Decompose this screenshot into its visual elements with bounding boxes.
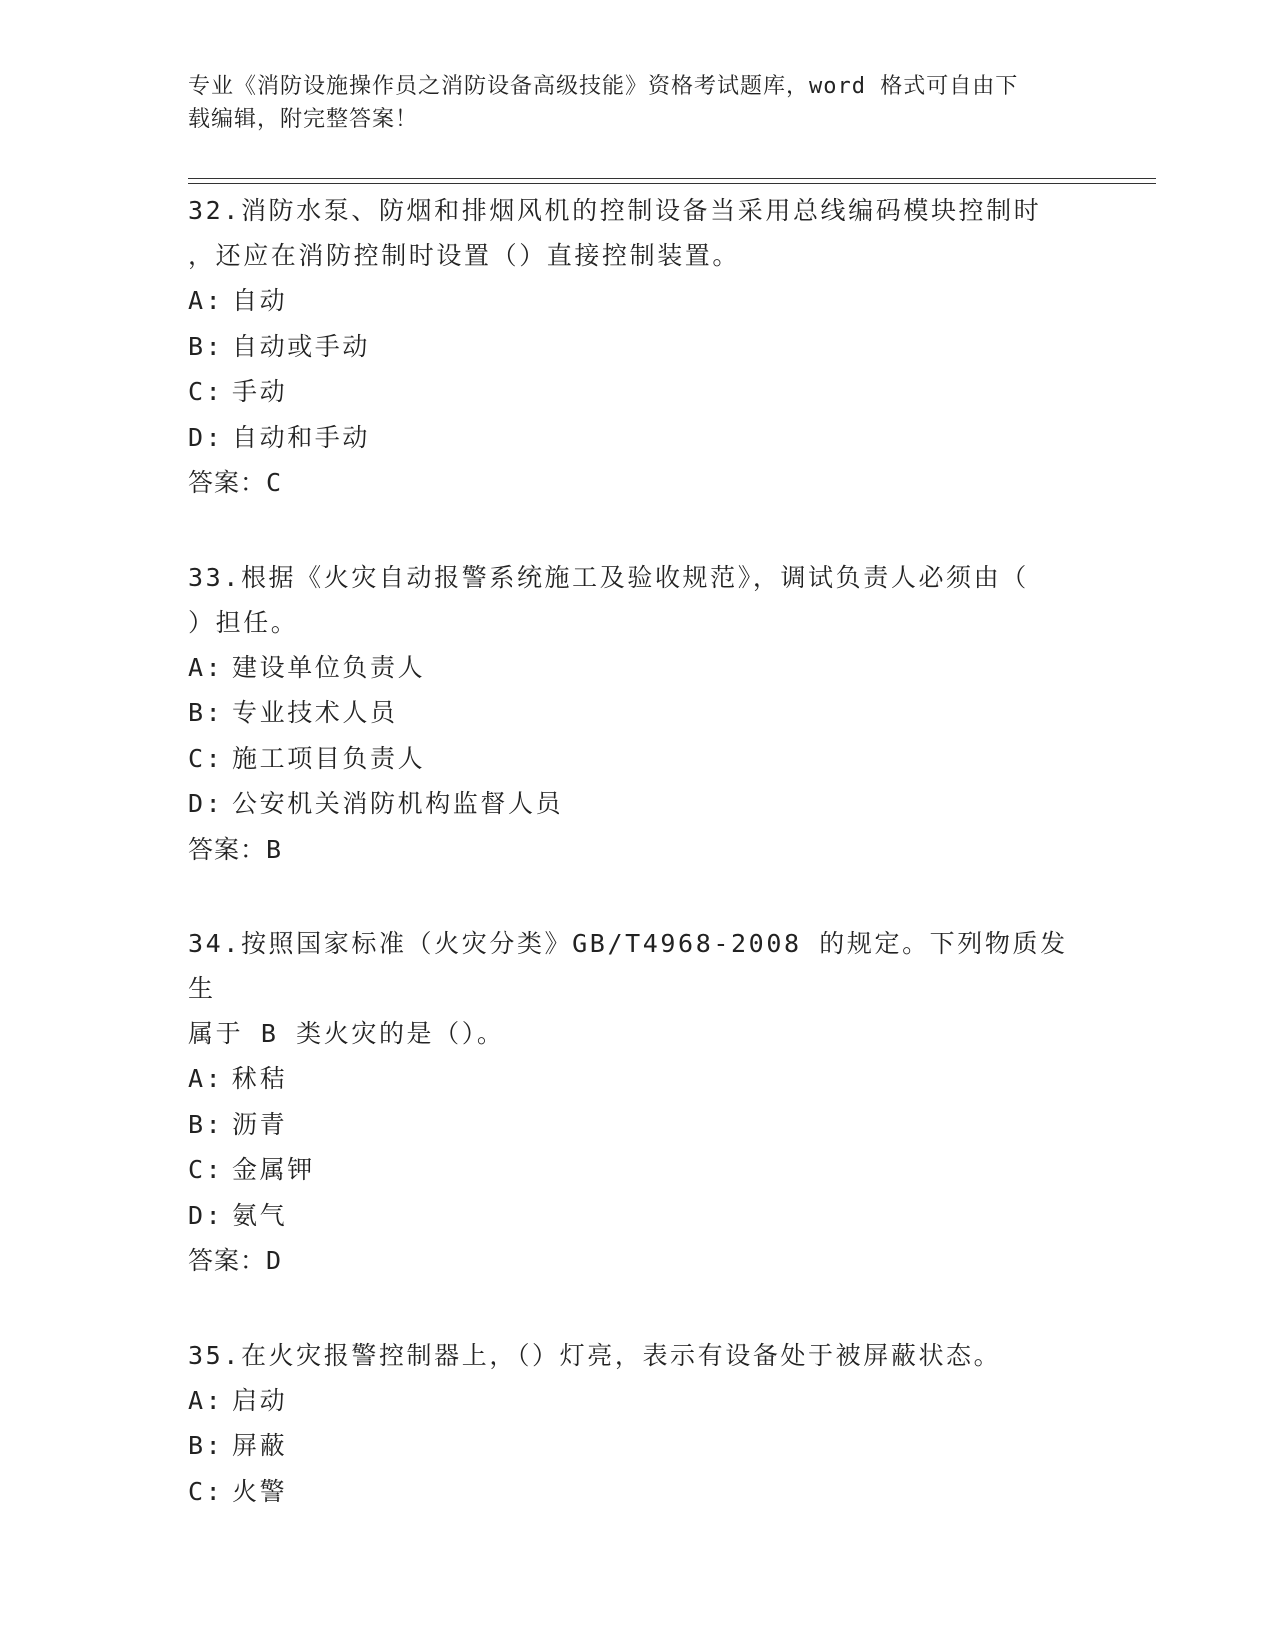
- option-d: [188, 781, 1088, 827]
- answer-line: 答案：C: [188, 468, 283, 497]
- option-text: 自动或手动: [232, 331, 371, 361]
- option-b: [188, 324, 1088, 370]
- option-d: [188, 1193, 1088, 1239]
- question-stem-line: 32.消防水泵、防烟和排烟风机的控制设备当采用总线编码模块控制时: [188, 196, 1042, 225]
- option-a: [188, 1378, 1088, 1424]
- option-key: D:: [188, 1200, 224, 1230]
- question-stem-line: 34.按照国家标准（火灾分类》GB/T4968-2008 的规定。下列物质发生: [188, 929, 1068, 1003]
- option-key: A:: [188, 1064, 224, 1093]
- option-text: 屏蔽: [232, 1431, 288, 1460]
- question-stem: [188, 1333, 1088, 1378]
- question-32: [188, 188, 1088, 506]
- option-key: C:: [188, 1476, 224, 1506]
- question-stem: [188, 555, 1088, 645]
- option-text: 自动: [232, 286, 288, 315]
- question-stem: [188, 921, 1088, 1056]
- option-text: 手动: [232, 377, 288, 406]
- option-text: 建设单位负责人: [232, 652, 426, 682]
- header-line-1: 专业《消防设施操作员之消防设备高级技能》资格考试题库，word 格式可自由下: [188, 74, 1019, 99]
- option-d: [188, 415, 1088, 461]
- option-b: [188, 1423, 1088, 1469]
- question-33: [188, 555, 1088, 873]
- option-key: B:: [188, 698, 224, 727]
- option-text: 氨气: [232, 1200, 288, 1230]
- option-key: A:: [188, 1385, 224, 1415]
- header-divider-top: [188, 178, 1156, 179]
- option-b: [188, 690, 1088, 736]
- option-text: 火警: [232, 1476, 288, 1506]
- question-list: [188, 188, 1088, 1563]
- question-stem-line: ）担任。: [188, 607, 299, 637]
- answer-line: 答案：B: [188, 834, 283, 864]
- option-text: 沥青: [232, 1109, 288, 1139]
- question-stem: [188, 188, 1088, 278]
- option-key: B:: [188, 1109, 224, 1139]
- question-stem-line: 属于 B 类火灾的是（）。: [188, 1019, 505, 1048]
- option-key: D:: [188, 789, 224, 818]
- question-stem-line: ，还应在消防控制时设置（）直接控制装置。: [188, 241, 741, 270]
- option-c: [188, 1147, 1088, 1193]
- header-line-2: 载编辑，附完整答案！: [188, 107, 419, 132]
- option-text: 金属钾: [232, 1155, 315, 1184]
- option-key: D:: [188, 422, 224, 452]
- option-key: C:: [188, 1155, 224, 1184]
- option-key: A:: [188, 652, 224, 682]
- option-c: [188, 369, 1088, 415]
- header-divider-bottom: [188, 183, 1156, 184]
- question-35: [188, 1333, 1088, 1515]
- option-text: 秫秸: [232, 1064, 288, 1093]
- question-34: [188, 921, 1088, 1284]
- option-a: [188, 1056, 1088, 1102]
- option-text: 启动: [232, 1385, 288, 1415]
- option-a: [188, 645, 1088, 691]
- option-text: 专业技术人员: [232, 698, 398, 727]
- question-stem-line: 33.根据《火灾自动报警系统施工及验收规范》，调试负责人必须由（: [188, 562, 1029, 592]
- option-key: C:: [188, 377, 224, 406]
- option-key: A:: [188, 286, 224, 315]
- option-c: [188, 1469, 1088, 1515]
- document-header: [188, 70, 1088, 136]
- option-b: [188, 1102, 1088, 1148]
- option-key: C:: [188, 743, 224, 773]
- option-text: 自动和手动: [232, 422, 371, 452]
- option-key: B:: [188, 1431, 224, 1460]
- option-text: 施工项目负责人: [232, 743, 426, 773]
- answer-line: 答案：D: [188, 1246, 283, 1275]
- option-a: [188, 278, 1088, 324]
- option-c: [188, 736, 1088, 782]
- option-text: 公安机关消防机构监督人员: [232, 789, 564, 818]
- option-key: B:: [188, 331, 224, 361]
- question-stem-line: 35.在火灾报警控制器上，（）灯亮，表示有设备处于被屏蔽状态。: [188, 1340, 1002, 1370]
